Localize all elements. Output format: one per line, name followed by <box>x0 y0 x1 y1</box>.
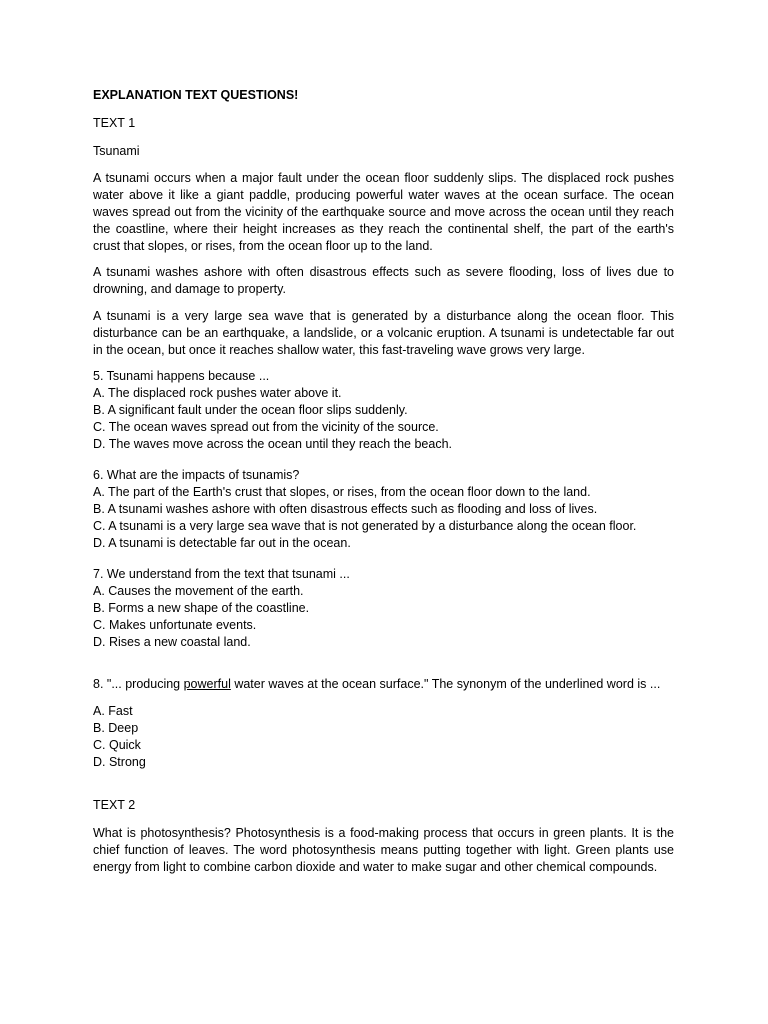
text1-paragraph: A tsunami occurs when a major fault under the ocean floor suddenly slips. The displaced rock pushes water above it like a giant paddle, producing powerful water waves at the ocean surface. The ocean waves spread out from the vicinity of the earthquake source and move across the ocean until they reach the coastline, where their height increases as they reach the continental shelf, the part of the earth's crust that slopes, or rises, from the ocean floor up to the land. <box>93 171 674 253</box>
question-stem-after: water waves at the ocean surface." The synonym of the underlined word is ... <box>230 677 661 692</box>
answer-option: B. A significant fault under the ocean floor slips suddenly. <box>93 402 408 417</box>
question-6 <box>93 467 674 551</box>
question-stem: 7. We understand from the text that tsunami ... <box>93 567 350 582</box>
answer-option: B. A tsunami washes ashore with often disastrous effects such as flooding and loss of lives. <box>93 501 598 516</box>
text1-paragraph: A tsunami is a very large sea wave that is generated by a disturbance along the ocean floor. This disturbance can be an earthquake, a landslide, or a volcanic eruption. A tsunami is undetectable far out in the ocean, but once it reaches shallow water, this fast-traveling wave grows very large. <box>93 308 674 357</box>
question-5 <box>93 368 674 452</box>
answer-option: A. The displaced rock pushes water above it. <box>93 386 342 401</box>
underlined-word: powerful <box>183 677 231 692</box>
question-stem-before: 8. "... producing <box>93 677 184 692</box>
text1-label: TEXT 1 <box>93 115 136 130</box>
question-8 <box>93 676 674 770</box>
text1-heading: Tsunami <box>93 143 140 158</box>
text2-label: TEXT 2 <box>93 798 136 813</box>
answer-option: A. Causes the movement of the earth. <box>93 584 304 599</box>
answer-option: C. The ocean waves spread out from the vicinity of the source. <box>93 419 439 434</box>
question-stem: 6. What are the impacts of tsunamis? <box>93 468 300 483</box>
answer-option: A. Fast <box>93 704 133 719</box>
document-content <box>93 87 674 885</box>
answer-option: B. Deep <box>93 720 139 735</box>
answer-option: C. A tsunami is a very large sea wave that is not generated by a disturbance along the ocean floor. <box>93 518 637 533</box>
answer-option: A. The part of the Earth's crust that slopes, or rises, from the ocean floor down to the land. <box>93 485 591 500</box>
question-stem: 5. Tsunami happens because ... <box>93 369 270 384</box>
answer-option: D. Strong <box>93 754 146 769</box>
question-stem <box>93 676 674 693</box>
text2-paragraph: What is photosynthesis? Photosynthesis is a food-making process that occurs in green plants. It is the chief function of leaves. The word photosynthesis means putting together with light. Green plants use energy from light to combine carbon dioxide and water to make sugar and other chemical compounds. <box>93 826 674 874</box>
answer-option: C. Quick <box>93 737 141 752</box>
answer-option: D. The waves move across the ocean until they reach the beach. <box>93 436 452 451</box>
answer-option: D. A tsunami is detectable far out in the ocean. <box>93 535 351 550</box>
answer-option: C. Makes unfortunate events. <box>93 617 257 632</box>
document-title: EXPLANATION TEXT QUESTIONS! <box>93 88 299 102</box>
answer-option: D. Rises a new coastal land. <box>93 634 251 649</box>
answer-option: B. Forms a new shape of the coastline. <box>93 600 310 615</box>
text1-paragraph: A tsunami washes ashore with often disastrous effects such as severe flooding, loss of lives due to drowning, and damage to property. <box>93 265 674 297</box>
question-7 <box>93 566 674 650</box>
